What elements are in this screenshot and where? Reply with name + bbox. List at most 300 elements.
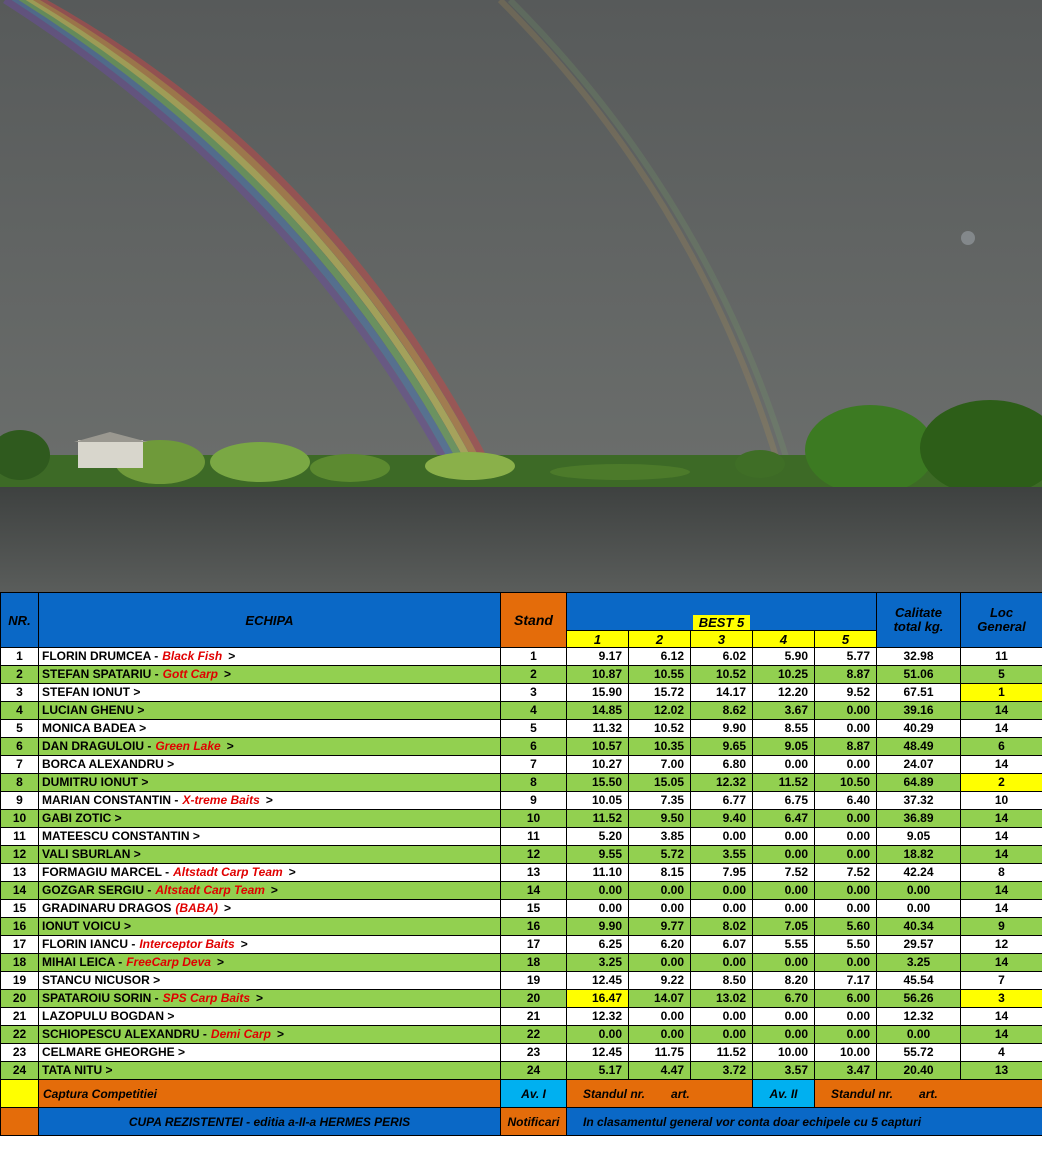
best-col-3: 3 [691,631,753,648]
team-brand: Green Lake [155,739,221,753]
results-rows [1,648,1042,1080]
row-total: 0.00 [877,900,961,918]
team-cell [39,900,501,918]
footer-orange-swatch [1,1108,39,1136]
row-nr: 22 [1,1026,39,1044]
best-value: 10.50 [815,774,877,792]
best-value: 11.52 [567,810,629,828]
best-value: 5.60 [815,918,877,936]
best-col-5: 5 [815,631,877,648]
table-row [1,792,1042,810]
row-nr: 3 [1,684,39,702]
row-total: 45.54 [877,972,961,990]
standul1-cell [567,1080,753,1108]
best-value: 6.12 [629,648,691,666]
best-value: 14.17 [691,684,753,702]
team-name: VALI SBURLAN > [42,847,141,861]
team-brand: Altstadt Carp Team [155,883,265,897]
team-name: SPATAROIU SORIN - [42,991,159,1005]
table-row [1,918,1042,936]
best-value: 8.20 [753,972,815,990]
footer-row-2 [1,1108,1042,1136]
team-cell [39,882,501,900]
best-value: 11.32 [567,720,629,738]
team-brand: FreeCarp Deva [126,955,211,969]
table-row [1,702,1042,720]
team-arrow: > [256,991,264,1005]
best-value: 11.52 [691,1044,753,1062]
best-value: 10.05 [567,792,629,810]
best-value: 3.55 [691,846,753,864]
team-cell [39,720,501,738]
row-nr: 11 [1,828,39,846]
team-name: FLORIN DRUMCEA - [42,649,159,663]
best-value: 0.00 [753,1008,815,1026]
row-total: 55.72 [877,1044,961,1062]
row-total: 18.82 [877,846,961,864]
best-value: 12.45 [567,972,629,990]
row-total: 37.32 [877,792,961,810]
best-value: 12.32 [691,774,753,792]
row-nr: 8 [1,774,39,792]
row-total: 0.00 [877,882,961,900]
row-total: 64.89 [877,774,961,792]
best-value: 6.25 [567,936,629,954]
row-total: 32.98 [877,648,961,666]
row-total: 51.06 [877,666,961,684]
team-cell [39,702,501,720]
table-row [1,828,1042,846]
team-cell [39,972,501,990]
team-cell [39,666,501,684]
team-brand: Gott Carp [162,667,219,681]
team-name: CELMARE GHEORGHE > [42,1045,186,1059]
team-name: MONICA BADEA > [42,721,147,735]
row-nr: 17 [1,936,39,954]
team-cell [39,936,501,954]
best-value: 5.50 [815,936,877,954]
av1-label: Av. I [501,1080,567,1108]
team-brand: X-treme Baits [182,793,260,807]
best-value: 0.00 [815,846,877,864]
row-nr: 16 [1,918,39,936]
row-loc: 14 [961,828,1042,846]
row-loc: 14 [961,720,1042,738]
row-nr: 18 [1,954,39,972]
captura-label: Captura Competitiei [39,1080,501,1108]
col-header-stand: Stand [501,593,567,648]
team-name: BORCA ALEXANDRU > [42,757,175,771]
best-value: 6.70 [753,990,815,1008]
team-name: GOZGAR SERGIU - [42,883,152,897]
best-value: 11.75 [629,1044,691,1062]
team-name: FORMAGIU MARCEL - [42,865,170,879]
row-loc: 14 [961,810,1042,828]
standul1-label: Standul nr. [583,1086,646,1101]
team-arrow: > [276,1027,284,1041]
best-value: 0.00 [815,702,877,720]
team-cell [39,684,501,702]
table-row [1,882,1042,900]
team-name: IONUT VOICU > [42,919,132,933]
best-value: 3.85 [629,828,691,846]
team-cell [39,774,501,792]
team-brand: Black Fish [162,649,223,663]
row-stand: 19 [501,972,567,990]
team-cell [39,1062,501,1080]
best-value: 9.17 [567,648,629,666]
row-nr: 20 [1,990,39,1008]
row-total: 56.26 [877,990,961,1008]
row-nr: 9 [1,792,39,810]
results-board [0,592,1042,1150]
best-value: 9.52 [815,684,877,702]
row-stand: 23 [501,1044,567,1062]
row-stand: 24 [501,1062,567,1080]
row-loc: 14 [961,882,1042,900]
table-row [1,954,1042,972]
best-value: 15.50 [567,774,629,792]
team-name: MARIAN CONSTANTIN - [42,793,179,807]
team-cell [39,756,501,774]
best-value: 0.00 [815,720,877,738]
loc-line1: Loc [989,605,1014,620]
row-stand: 15 [501,900,567,918]
best-value: 0.00 [815,882,877,900]
best-value: 9.90 [691,720,753,738]
row-stand: 7 [501,756,567,774]
team-brand: Interceptor Baits [139,937,235,951]
best-label: BEST 5 [693,615,751,630]
standul2-label: Standul nr. [831,1086,894,1101]
team-cell [39,810,501,828]
best-value: 0.00 [753,828,815,846]
best-value: 0.00 [753,756,815,774]
best-value: 0.00 [567,882,629,900]
row-stand: 16 [501,918,567,936]
team-name: MATEESCU CONSTANTIN > [42,829,200,843]
team-cell [39,738,501,756]
calitate-line1: Calitate [895,605,942,620]
best-value: 6.80 [691,756,753,774]
row-loc: 8 [961,864,1042,882]
team-cell [39,918,501,936]
team-arrow: > [224,901,232,915]
team-cell [39,828,501,846]
row-stand: 13 [501,864,567,882]
row-total: 12.32 [877,1008,961,1026]
best-value: 7.17 [815,972,877,990]
col-header-best [567,593,877,631]
row-stand: 21 [501,1008,567,1026]
best-value: 8.87 [815,738,877,756]
team-name: STEFAN IONUT > [42,685,141,699]
team-name: GABI ZOTIC > [42,811,122,825]
footer-yellow-swatch [1,1080,39,1108]
row-total: 0.00 [877,1026,961,1044]
best-value: 9.55 [567,846,629,864]
clasament-note: In clasamentul general vor conta doar echipele cu 5 capturi [567,1108,1042,1136]
row-loc: 12 [961,936,1042,954]
row-loc: 14 [961,1008,1042,1026]
best-value: 11.52 [753,774,815,792]
best-value: 10.27 [567,756,629,774]
table-row [1,1026,1042,1044]
team-cell [39,864,501,882]
best-value: 5.77 [815,648,877,666]
row-total: 40.34 [877,918,961,936]
footer-row-1 [1,1080,1042,1108]
row-loc: 2 [961,774,1042,792]
best-value: 0.00 [815,1026,877,1044]
team-name: TATA NITU > [42,1063,113,1077]
row-nr: 24 [1,1062,39,1080]
table-row [1,666,1042,684]
best-value: 10.00 [753,1044,815,1062]
best-value: 0.00 [691,900,753,918]
team-name: DAN DRAGULOIU - [42,739,152,753]
team-name: DUMITRU IONUT > [42,775,149,789]
row-loc: 1 [961,684,1042,702]
row-total: 3.25 [877,954,961,972]
row-nr: 14 [1,882,39,900]
best-value: 16.47 [567,990,629,1008]
best-value: 0.00 [567,1026,629,1044]
best-value: 10.55 [629,666,691,684]
row-total: 67.51 [877,684,961,702]
row-loc: 4 [961,1044,1042,1062]
best-value: 7.95 [691,864,753,882]
team-arrow: > [216,955,224,969]
best-col-1: 1 [567,631,629,648]
table-row [1,936,1042,954]
best-value: 12.45 [567,1044,629,1062]
table-row [1,846,1042,864]
row-stand: 17 [501,936,567,954]
best-value: 7.00 [629,756,691,774]
team-name: STEFAN SPATARIU - [42,667,159,681]
row-nr: 2 [1,666,39,684]
best-value: 0.00 [815,1008,877,1026]
row-loc: 7 [961,972,1042,990]
team-arrow: > [240,937,248,951]
row-stand: 18 [501,954,567,972]
team-brand: (BABA) [175,901,218,915]
best-value: 6.20 [629,936,691,954]
row-loc: 10 [961,792,1042,810]
notificari-label: Notificari [501,1108,567,1136]
best-value: 12.32 [567,1008,629,1026]
best-value: 5.55 [753,936,815,954]
best-value: 14.85 [567,702,629,720]
row-stand: 6 [501,738,567,756]
best-value: 6.07 [691,936,753,954]
best-value: 10.25 [753,666,815,684]
team-name: GRADINARU DRAGOS [42,901,172,915]
best-value: 0.00 [815,954,877,972]
team-arrow: > [270,883,278,897]
row-nr: 13 [1,864,39,882]
row-stand: 20 [501,990,567,1008]
best-value: 13.02 [691,990,753,1008]
best-value: 0.00 [815,828,877,846]
team-name: SCHIOPESCU ALEXANDRU - [42,1027,207,1041]
best-value: 0.00 [691,1008,753,1026]
team-cell [39,1026,501,1044]
art1-label: art. [671,1086,690,1101]
art2-label: art. [919,1086,938,1101]
col-header-calitate [877,593,961,648]
row-stand: 14 [501,882,567,900]
row-nr: 1 [1,648,39,666]
table-row [1,1044,1042,1062]
table-row [1,774,1042,792]
best-value: 10.87 [567,666,629,684]
team-brand: SPS Carp Baits [162,991,251,1005]
row-loc: 9 [961,918,1042,936]
row-stand: 2 [501,666,567,684]
team-arrow: > [265,793,273,807]
best-value: 10.35 [629,738,691,756]
best-value: 0.00 [629,900,691,918]
team-cell [39,990,501,1008]
best-value: 11.10 [567,864,629,882]
table-row [1,864,1042,882]
best-value: 0.00 [691,954,753,972]
best-value: 10.52 [691,666,753,684]
best-value: 9.05 [753,738,815,756]
best-value: 6.77 [691,792,753,810]
row-total: 29.57 [877,936,961,954]
table-row [1,810,1042,828]
table-row [1,720,1042,738]
best-value: 3.67 [753,702,815,720]
team-cell [39,846,501,864]
row-nr: 10 [1,810,39,828]
row-nr: 15 [1,900,39,918]
best-value: 8.15 [629,864,691,882]
row-loc: 5 [961,666,1042,684]
row-total: 24.07 [877,756,961,774]
table-row [1,1062,1042,1080]
row-stand: 10 [501,810,567,828]
team-name: LUCIAN GHENU > [42,703,145,717]
best-value: 0.00 [629,882,691,900]
team-cell [39,1008,501,1026]
row-nr: 23 [1,1044,39,1062]
col-header-nr: NR. [1,593,39,648]
row-loc: 11 [961,648,1042,666]
team-name: MIHAI LEICA - [42,955,123,969]
best-value: 10.57 [567,738,629,756]
row-nr: 4 [1,702,39,720]
row-stand: 12 [501,846,567,864]
best-value: 15.72 [629,684,691,702]
best-value: 9.90 [567,918,629,936]
best-value: 0.00 [691,828,753,846]
row-total: 42.24 [877,864,961,882]
best-value: 0.00 [753,846,815,864]
team-name: FLORIN IANCU - [42,937,136,951]
best-value: 6.47 [753,810,815,828]
row-stand: 11 [501,828,567,846]
best-value: 15.05 [629,774,691,792]
team-cell [39,1044,501,1062]
best-value: 8.55 [753,720,815,738]
best-value: 6.75 [753,792,815,810]
best-value: 5.20 [567,828,629,846]
best-value: 5.17 [567,1062,629,1080]
best-value: 0.00 [753,954,815,972]
row-nr: 7 [1,756,39,774]
best-value: 12.02 [629,702,691,720]
row-loc: 14 [961,756,1042,774]
best-col-4: 4 [753,631,815,648]
best-value: 8.02 [691,918,753,936]
row-stand: 4 [501,702,567,720]
table-row [1,756,1042,774]
table-row [1,900,1042,918]
best-value: 6.02 [691,648,753,666]
results-table [0,592,1042,1136]
best-value: 10.00 [815,1044,877,1062]
lake-water [0,487,1042,592]
table-row [1,738,1042,756]
best-value: 4.47 [629,1062,691,1080]
row-nr: 21 [1,1008,39,1026]
team-cell [39,648,501,666]
best-value: 14.07 [629,990,691,1008]
best-value: 9.40 [691,810,753,828]
best-value: 0.00 [753,1026,815,1044]
table-row [1,990,1042,1008]
team-name: LAZOPULU BOGDAN > [42,1009,175,1023]
col-header-echipa: ECHIPA [39,593,501,648]
best-value: 9.77 [629,918,691,936]
row-stand: 5 [501,720,567,738]
team-arrow: > [224,667,232,681]
team-cell [39,792,501,810]
best-value: 7.52 [753,864,815,882]
best-value: 8.87 [815,666,877,684]
loc-line2: General [977,619,1026,634]
table-row [1,1008,1042,1026]
best-value: 9.50 [629,810,691,828]
table-row [1,648,1042,666]
row-total: 36.89 [877,810,961,828]
best-value: 0.00 [691,1026,753,1044]
row-total: 39.16 [877,702,961,720]
best-value: 0.00 [815,756,877,774]
row-loc: 6 [961,738,1042,756]
team-arrow: > [226,739,234,753]
best-value: 0.00 [691,882,753,900]
table-row [1,972,1042,990]
best-value: 0.00 [629,1026,691,1044]
row-nr: 6 [1,738,39,756]
best-value: 6.00 [815,990,877,1008]
row-total: 20.40 [877,1062,961,1080]
best-value: 3.25 [567,954,629,972]
best-value: 0.00 [753,882,815,900]
row-stand: 1 [501,648,567,666]
row-stand: 8 [501,774,567,792]
row-stand: 3 [501,684,567,702]
calitate-line2: total kg. [893,619,944,634]
best-value: 7.35 [629,792,691,810]
team-name: STANCU NICUSOR > [42,973,161,987]
row-total: 40.29 [877,720,961,738]
